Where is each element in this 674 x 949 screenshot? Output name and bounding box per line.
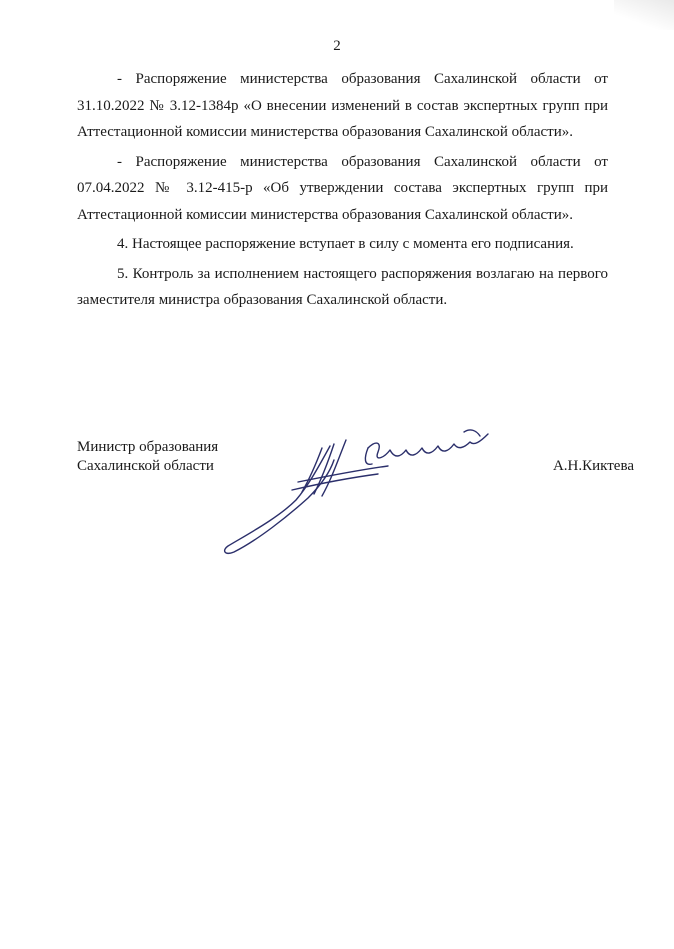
paragraph-revoked-order-1: - Распоряжение министерства образования Сахалинской области от 31.10.2022 № 3.12-1384р «О внесении изменений в состав экспертных групп при Аттестационной комиссии министерства образования Сахалинской области».: [77, 71, 608, 140]
signatory-position: [77, 438, 218, 476]
document-body: [77, 66, 608, 314]
paragraph-control: 5. Контроль за исполнением настоящего распоряжения возлагаю на первого заместителя министра образования Сахалинской области.: [77, 265, 608, 308]
signatory-name: А.Н.Киктева: [552, 458, 634, 474]
paragraph-effective-date: 4. Настоящее распоряжение вступает в силу с момента его подписания.: [117, 236, 574, 252]
signatory-position-line1: Министр образования: [77, 439, 219, 455]
page-number: 2: [333, 38, 341, 54]
paragraph-revoked-order-2: - Распоряжение министерства образования Сахалинской области от 07.04.2022 № 3.12-415-р «Об утверждении состава экспертных групп при Аттестационной комиссии министерства образования Сахалинской области».: [77, 153, 608, 223]
handwritten-signature: [218, 418, 508, 558]
signatory-position-line2: Сахалинской области: [77, 458, 214, 474]
scan-shadow: [614, 0, 674, 30]
